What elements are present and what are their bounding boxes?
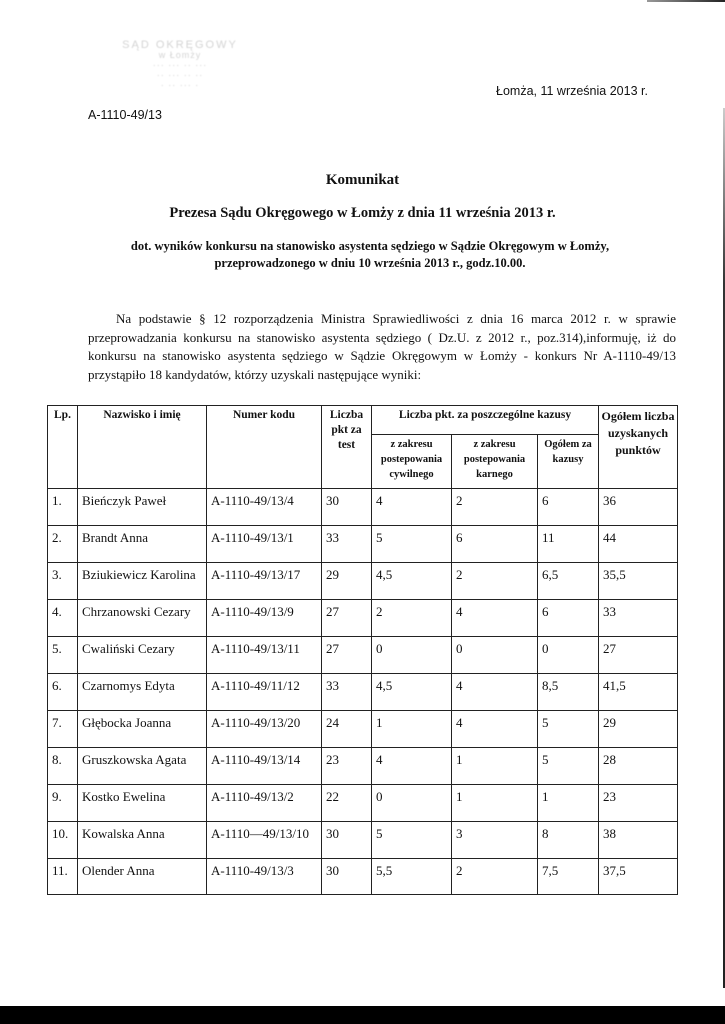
cell-criminal: 0	[452, 637, 538, 674]
cell-test-points: 33	[322, 674, 372, 711]
cell-grand-total: 41,5	[599, 674, 678, 711]
cell-lp: 1.	[48, 489, 78, 526]
header-civil: z zakresu postepowania cywilnego	[372, 435, 452, 489]
scan-edge-bottom	[0, 1006, 725, 1024]
table-row	[48, 489, 678, 526]
table-row	[48, 674, 678, 711]
cell-code: A-1110-49/13/2	[207, 785, 322, 822]
cell-lp: 11.	[48, 859, 78, 895]
cell-civil: 0	[372, 637, 452, 674]
cell-civil: 4,5	[372, 563, 452, 600]
cell-lp: 2.	[48, 526, 78, 563]
cell-test-points: 30	[322, 489, 372, 526]
cell-civil: 0	[372, 785, 452, 822]
cell-grand-total: 36	[599, 489, 678, 526]
regarding-line-2: przeprowadzonego w dniu 10 września 2013 r., godz.10.00.	[214, 256, 526, 270]
cell-name: Głębocka Joanna	[78, 711, 207, 748]
cell-name: Chrzanowski Cezary	[78, 600, 207, 637]
cell-criminal: 1	[452, 785, 538, 822]
body-paragraph: Na podstawie § 12 rozporządzenia Ministra Sprawiedliwości z dnia 16 marca 2012 r. w sprawie przeprowadzania konkursu na stanowisko asystenta sędziego ( Dz.U. z 2012 r., poz.314),informuję, iż do konkursu na stanowisko asystenta sędziego w Sądzie Okręgowym w Łomży - konkurs Nr A-1110-49/13 przystąpiło 18 kandydatów, którzy uzyskali następujące wyniki:	[88, 311, 676, 382]
cell-grand-total: 37,5	[599, 859, 678, 895]
court-stamp	[100, 40, 260, 90]
cell-lp: 3.	[48, 563, 78, 600]
cell-criminal: 4	[452, 711, 538, 748]
cell-lp: 8.	[48, 748, 78, 785]
cell-code: A-1110—49/13/10	[207, 822, 322, 859]
table-row	[48, 637, 678, 674]
table-row	[48, 785, 678, 822]
cell-name: Cwaliński Cezary	[78, 637, 207, 674]
cell-lp: 6.	[48, 674, 78, 711]
header-grand-total: Ogółem liczba uzyskanych punktów	[599, 406, 678, 489]
table-row	[48, 600, 678, 637]
cell-name: Kostko Ewelina	[78, 785, 207, 822]
header-cases-group: Liczba pkt. za poszczególne kazusy	[372, 406, 599, 435]
cell-test-points: 33	[322, 526, 372, 563]
cell-name: Kowalska Anna	[78, 822, 207, 859]
cell-code: A-1110-49/11/12	[207, 674, 322, 711]
cell-lp: 5.	[48, 637, 78, 674]
cell-grand-total: 44	[599, 526, 678, 563]
cell-cases-total: 6	[538, 489, 599, 526]
cell-test-points: 24	[322, 711, 372, 748]
cell-criminal: 2	[452, 859, 538, 895]
cell-cases-total: 5	[538, 748, 599, 785]
cell-lp: 9.	[48, 785, 78, 822]
results-table	[47, 405, 678, 895]
cell-cases-total: 6	[538, 600, 599, 637]
document-subtitle: Prezesa Sądu Okręgowego w Łomży z dnia 11 września 2013 r.	[169, 205, 556, 221]
cell-criminal: 2	[452, 489, 538, 526]
cell-code: A-1110-49/13/4	[207, 489, 322, 526]
cell-code: A-1110-49/13/1	[207, 526, 322, 563]
cell-cases-total: 5	[538, 711, 599, 748]
table-row	[48, 748, 678, 785]
cell-name: Brandt Anna	[78, 526, 207, 563]
cell-test-points: 29	[322, 563, 372, 600]
cell-criminal: 2	[452, 563, 538, 600]
cell-cases-total: 0	[538, 637, 599, 674]
header-test-points: Liczba pkt za test	[322, 406, 372, 489]
cell-cases-total: 7,5	[538, 859, 599, 895]
cell-grand-total: 28	[599, 748, 678, 785]
cell-criminal: 1	[452, 748, 538, 785]
cell-name: Gruszkowska Agata	[78, 748, 207, 785]
stamp-line: · ·· ··· ·	[160, 80, 200, 90]
regarding-line-1: dot. wyników konkursu na stanowisko asystenta sędziego w Sądzie Okręgowym w Łomży,	[130, 239, 610, 253]
cell-code: A-1110-49/13/14	[207, 748, 322, 785]
cell-criminal: 4	[452, 600, 538, 637]
cell-civil: 5,5	[372, 859, 452, 895]
table-row	[48, 526, 678, 563]
regarding-text	[60, 238, 680, 272]
cell-civil: 5	[372, 822, 452, 859]
header-criminal: z zakresu postepowania karnego	[452, 435, 538, 489]
cell-code: A-1110-49/13/20	[207, 711, 322, 748]
cell-grand-total: 23	[599, 785, 678, 822]
header-lp: Lp.	[48, 406, 78, 489]
results-body	[48, 489, 678, 895]
cell-civil: 5	[372, 526, 452, 563]
document-title: Komunikat	[325, 172, 400, 188]
cell-test-points: 22	[322, 785, 372, 822]
cell-test-points: 23	[322, 748, 372, 785]
stamp-line: ·· ··· ·· ··	[156, 70, 204, 80]
header-name: Nazwisko i imię	[78, 406, 207, 489]
cell-cases-total: 8,5	[538, 674, 599, 711]
cell-cases-total: 6,5	[538, 563, 599, 600]
reference-number: A-1110-49/13	[88, 108, 162, 122]
cell-cases-total: 1	[538, 785, 599, 822]
cell-test-points: 30	[322, 859, 372, 895]
cell-lp: 10.	[48, 822, 78, 859]
cell-criminal: 3	[452, 822, 538, 859]
cell-civil: 4,5	[372, 674, 452, 711]
cell-cases-total: 11	[538, 526, 599, 563]
cell-civil: 4	[372, 748, 452, 785]
cell-grand-total: 33	[599, 600, 678, 637]
cell-criminal: 6	[452, 526, 538, 563]
table-row	[48, 711, 678, 748]
cell-test-points: 27	[322, 637, 372, 674]
place-date: Łomża, 11 września 2013 r.	[496, 84, 648, 98]
cell-lp: 7.	[48, 711, 78, 748]
table-row	[48, 822, 678, 859]
cell-code: A-1110-49/13/11	[207, 637, 322, 674]
cell-test-points: 30	[322, 822, 372, 859]
cell-name: Czarnomys Edyta	[78, 674, 207, 711]
header-code: Numer kodu	[207, 406, 322, 489]
cell-name: Olender Anna	[78, 859, 207, 895]
stamp-line: w Łomży	[158, 50, 202, 60]
stamp-line: ··· ··· ·· ···	[152, 60, 208, 70]
table-row	[48, 563, 678, 600]
cell-grand-total: 29	[599, 711, 678, 748]
cell-name: Bziukiewicz Karolina	[78, 563, 207, 600]
table-row	[48, 859, 678, 895]
cell-grand-total: 27	[599, 637, 678, 674]
cell-civil: 1	[372, 711, 452, 748]
cell-code: A-1110-49/13/17	[207, 563, 322, 600]
cell-name: Bieńczyk Paweł	[78, 489, 207, 526]
cell-criminal: 4	[452, 674, 538, 711]
cell-test-points: 27	[322, 600, 372, 637]
cell-code: A-1110-49/13/9	[207, 600, 322, 637]
cell-code: A-1110-49/13/3	[207, 859, 322, 895]
stamp-line: SĄD OKRĘGOWY	[122, 39, 238, 51]
scan-edge-top	[647, 0, 725, 2]
cell-grand-total: 35,5	[599, 563, 678, 600]
cell-civil: 4	[372, 489, 452, 526]
cell-lp: 4.	[48, 600, 78, 637]
cell-grand-total: 38	[599, 822, 678, 859]
cell-cases-total: 8	[538, 822, 599, 859]
header-cases-total: Ogółem za kazusy	[538, 435, 599, 489]
cell-civil: 2	[372, 600, 452, 637]
